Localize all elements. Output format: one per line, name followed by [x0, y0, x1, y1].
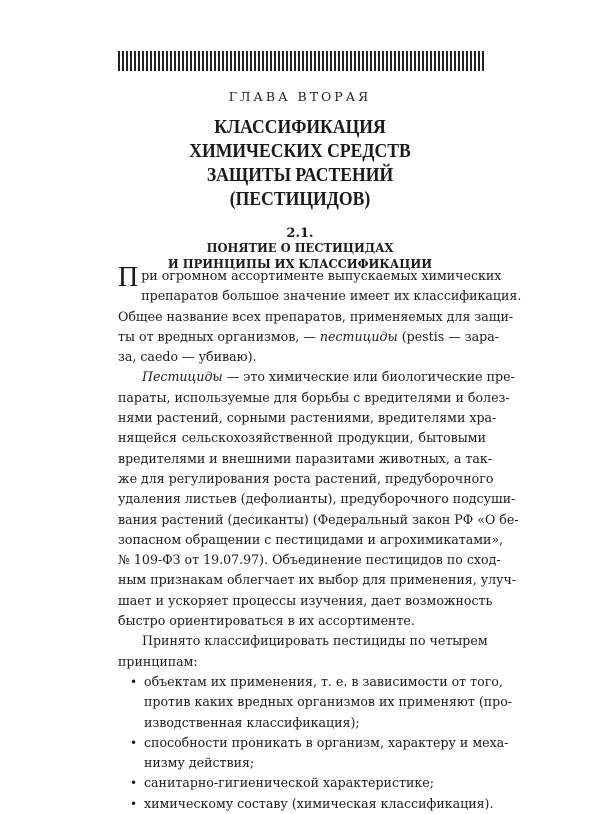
section-title-line: ПОНЯТИЕ О ПЕСТИЦИДАХ — [206, 240, 394, 255]
text-line: ри огромном ассортименте выпускаемых химических — [141, 268, 502, 283]
text-line: удаления листьев (дефолианты), предуборочного подсуши- — [118, 491, 516, 507]
text-line: вредителями и внешними паразитами животных, а так- — [118, 450, 492, 466]
text-line: же для регулирования роста растений, предуборочного — [118, 470, 494, 486]
chapter-title-line: ХИМИЧЕСКИХ СРЕДСТВ — [189, 140, 411, 162]
text-line: принципам: — [118, 653, 198, 669]
text-line: за, caedo — убиваю). — [118, 349, 257, 365]
text-line: параты, используемые для борьбы с вредителями и болез- — [118, 389, 510, 405]
text-fragment: ты от вредных организмов, — — [118, 328, 316, 344]
text-fragment: (pestis — зара- — [401, 328, 499, 344]
list-item-text: способности проникать в организм, характеру и меха- — [144, 734, 509, 750]
text-line — [118, 327, 499, 347]
text-line: шает и ускоряет процессы изучения, дает возможность — [118, 592, 493, 608]
list-item-text: санитарно-гигиенической характеристике; — [144, 775, 434, 791]
paragraph-3 — [118, 631, 486, 672]
text-line — [118, 367, 515, 387]
bullet-icon: • — [130, 674, 138, 689]
term-pesticides: пестициды — [319, 328, 398, 344]
chapter-label: ГЛАВА ВТОРАЯ — [228, 89, 372, 104]
section-title-line: И ПРИНЦИПЫ ИХ КЛАССИФИКАЦИИ — [167, 256, 433, 271]
text-line: ным признакам облегчает их выбор для применения, улуч- — [118, 572, 517, 588]
bullet-icon: • — [130, 796, 138, 811]
chapter-title-line: ЗАЩИТЫ РАСТЕНИЙ — [206, 164, 394, 186]
list-item-text: химическому составу (химическая классификация). — [144, 795, 494, 811]
drop-cap: П — [118, 262, 139, 293]
text-fragment: — это химические или биологические пре- — [226, 369, 515, 385]
text-line: изводственная классификация); — [144, 714, 360, 730]
text-line — [118, 733, 509, 753]
bullet-icon: • — [130, 735, 138, 750]
chapter-title — [42, 115, 558, 211]
text-line — [118, 672, 503, 692]
text-line: против каких вредных организмов их применяют (про- — [144, 694, 513, 710]
text-line: Общее название всех препаратов, применяемых для защи- — [118, 308, 514, 324]
chapter-title-line: КЛАССИФИКАЦИЯ — [214, 116, 386, 138]
paragraph-2 — [118, 367, 519, 631]
list-item — [118, 672, 513, 733]
text-line: зопасном обращении с пестицидами и агрохимикатами», — [118, 531, 504, 547]
text-line: Принято классифицировать пестициды по четырем — [142, 633, 488, 649]
text-line: нящейся сельскохозяйственной продукции, бытовыми — [118, 430, 486, 446]
text-line: низму действия; — [144, 755, 255, 771]
decorative-header-band — [118, 51, 484, 71]
list-item — [118, 794, 494, 814]
list-item-text: объектам их применения, т. е. в зависимости от того, — [144, 673, 503, 689]
section-number: 2.1. — [286, 226, 314, 241]
bullet-list — [118, 672, 513, 814]
term-pesticides: Пестициды — [142, 369, 223, 385]
list-item — [118, 733, 509, 774]
text-line — [118, 794, 494, 814]
text-line: № 109-ФЗ от 19.07.97). Объединение пестицидов по сход- — [118, 552, 501, 568]
list-item — [118, 773, 486, 793]
chapter-title-line: (ПЕСТИЦИДОВ) — [229, 188, 371, 210]
text-line: вания растений (десиканты) (Федеральный закон РФ «О бе- — [118, 511, 519, 527]
text-line: нями растений, сорными растениями, вредителями хра- — [118, 410, 497, 426]
text-line — [118, 773, 486, 793]
text-line: препаратов большое значение имеет их классификация. — [141, 288, 522, 304]
bullet-icon: • — [130, 776, 138, 791]
text-line: быстро ориентироваться в их ассортименте. — [118, 613, 415, 629]
